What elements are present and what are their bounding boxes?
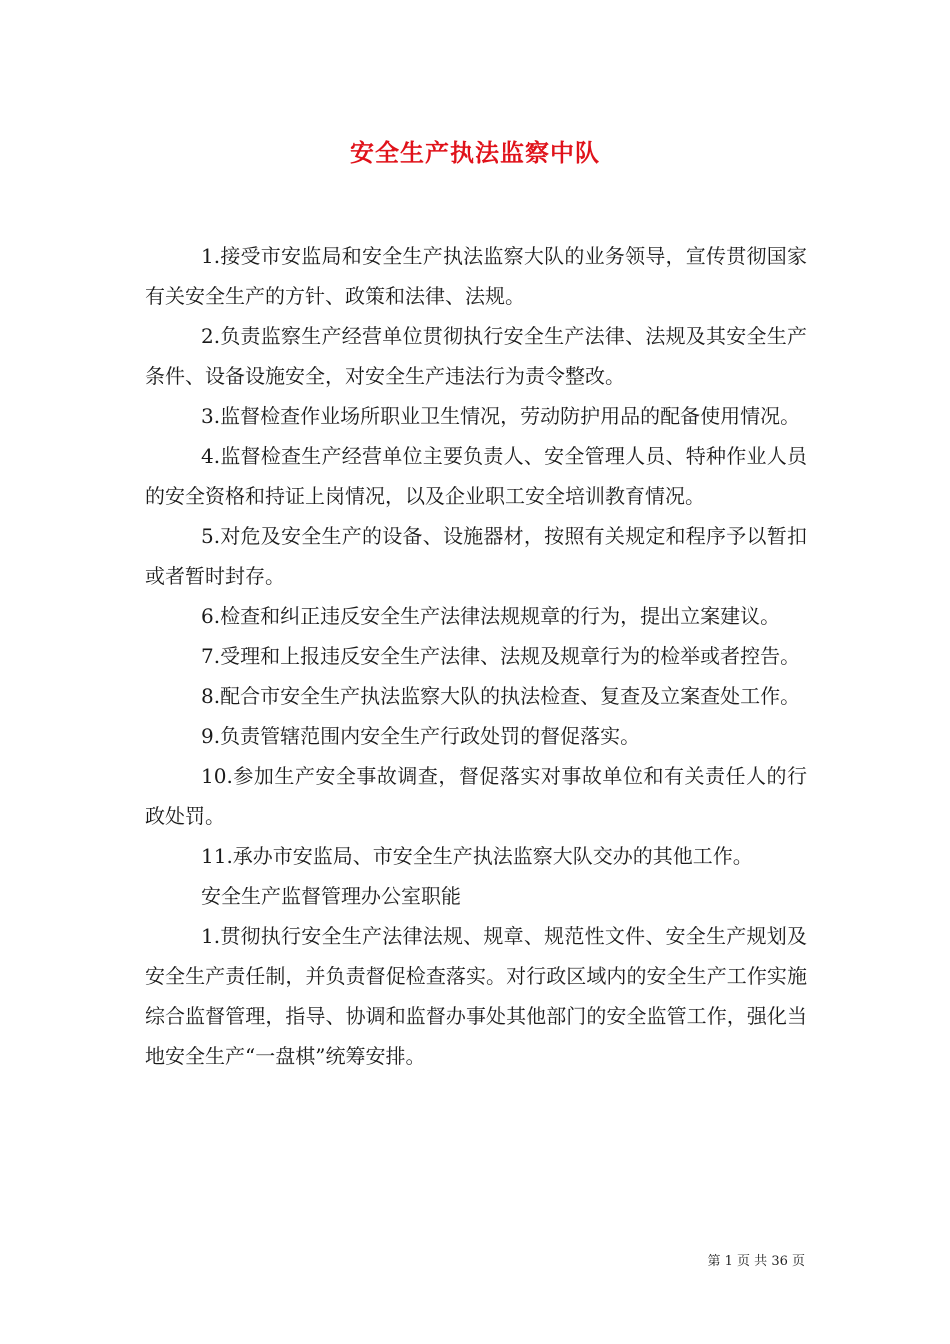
paragraph-9: 9.负责管辖范围内安全生产行政处罚的督促落实。 <box>201 724 641 748</box>
section-heading: 安全生产监督管理办公室职能 <box>201 884 461 908</box>
paragraph-6: 6.检查和纠正违反安全生产法律法规规章的行为，提出立案建议。 <box>201 604 781 628</box>
paragraph-11: 11.承办市安监局、市安全生产执法监察大队交办的其他工作。 <box>201 844 753 868</box>
paragraph-1: 1.接受市安监局和安全生产执法监察大队的业务领导，宣传贯彻国家有关安全生产的方针、政策和法律、法规。 <box>145 244 807 308</box>
paragraph-10: 10.参加生产安全事故调查，督促落实对事故单位和有关责任人的行政处罚。 <box>145 764 807 828</box>
paragraph-2: 2.负责监察生产经营单位贯彻执行安全生产法律、法规及其安全生产条件、设备设施安全，对安全生产违法行为责令整改。 <box>145 324 807 388</box>
paragraph-5: 5.对危及安全生产的设备、设施器材，按照有关规定和程序予以暂扣或者暂时封存。 <box>145 524 807 588</box>
document-title: 安全生产执法监察中队 <box>350 138 600 167</box>
paragraph-8: 8.配合市安全生产执法监察大队的执法检查、复查及立案查处工作。 <box>201 684 801 708</box>
paragraph-12: 1.贯彻执行安全生产法律法规、规章、规范性文件、安全生产规划及安全生产责任制，并负责督促检查落实。对行政区域内的安全生产工作实施综合监督管理，指导、协调和监督办事处其他部门的安全监管工作，强化当地安全生产“一盘棋”统筹安排。 <box>145 924 807 1068</box>
paragraph-4: 4.监督检查生产经营单位主要负责人、安全管理人员、特种作业人员的安全资格和持证上岗情况，以及企业职工安全培训教育情况。 <box>145 444 807 508</box>
page-number: 第 1 页 共 36 页 <box>707 1254 805 1269</box>
paragraph-7: 7.受理和上报违反安全生产法律、法规及规章行为的检举或者控告。 <box>201 644 801 668</box>
document-body <box>145 236 807 1076</box>
paragraph-3: 3.监督检查作业场所职业卫生情况，劳动防护用品的配备使用情况。 <box>201 404 801 428</box>
